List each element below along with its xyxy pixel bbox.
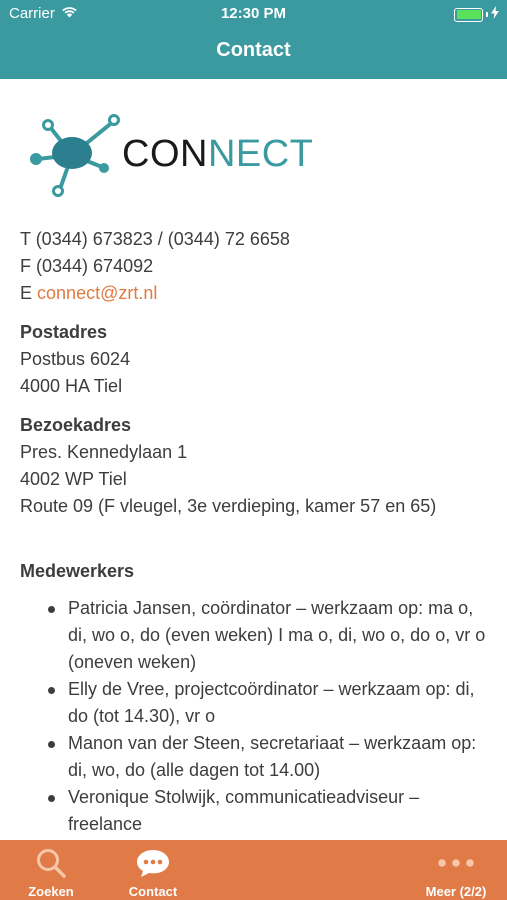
tab-search-label: Zoeken: [28, 884, 74, 899]
contact-details: [20, 226, 487, 307]
visit-line-2: 4002 WP Tiel: [20, 469, 127, 489]
tab-contact[interactable]: [120, 840, 186, 900]
postal-line-2: 4000 HA Tiel: [20, 376, 123, 396]
staff-item: Elly de Vree, projectcoördinator – werkzaam op: di, do (tot 14.30), vr o: [48, 676, 487, 730]
header: [0, 0, 507, 79]
status-bar: [0, 0, 507, 28]
tab-more-label: Meer (2/2): [425, 884, 487, 899]
carrier-label: Carrier: [9, 5, 55, 22]
charging-icon: [491, 6, 499, 23]
postal-address-title: Postadres: [20, 322, 108, 342]
phone-line[interactable]: T (0344) 673823 / (0344) 72 6658: [20, 229, 290, 249]
phone-number[interactable]: (0344) 673823 / (0344) 72 6658: [35, 229, 290, 249]
fax-line: F (0344) 674092: [20, 256, 154, 276]
postal-address: [20, 346, 487, 400]
fax-number: (0344) 674092: [36, 256, 154, 276]
visit-address: [20, 439, 487, 520]
staff-item: Manon van der Steen, secretariaat – werkzaam op: di, wo, do (alle dagen tot 14.00): [48, 730, 487, 784]
visit-line-3: Route 09 (F vleugel, 3e verdieping, kamer 57 en 65): [20, 496, 437, 516]
staff-title: Medewerkers: [20, 561, 135, 581]
battery-indicator: [454, 6, 499, 23]
status-time: 12:30 PM: [220, 5, 287, 22]
connect-logo: [20, 109, 487, 199]
staff-list: [20, 595, 487, 838]
more-dots-icon: [437, 846, 475, 880]
visit-address-title: Bezoekadres: [20, 415, 132, 435]
contact-content[interactable]: [0, 79, 507, 840]
chat-bubble-icon: [135, 846, 171, 880]
tab-more[interactable]: [418, 840, 494, 900]
page-title: Contact: [216, 39, 291, 61]
tab-bar: [0, 840, 507, 900]
tab-search[interactable]: [20, 840, 82, 900]
tab-contact-label: Contact: [128, 884, 178, 899]
network-logo-icon: [20, 109, 120, 199]
staff-item: Patricia Jansen, coördinator – werkzaam op: ma o, di, wo o, do (even weken) I ma o, di, wo o, do o, vr o (oneven weken): [48, 595, 487, 676]
visit-line-1: Pres. Kennedylaan 1: [20, 442, 188, 462]
search-icon: [35, 846, 67, 880]
logo-wordmark: CONNECT: [122, 132, 314, 175]
email-link[interactable]: connect@zrt.nl: [37, 283, 158, 303]
battery-icon: [454, 8, 483, 22]
staff-item: Veronique Stolwijk, communicatieadviseur – freelance: [48, 784, 487, 838]
email-line: E connect@zrt.nl: [20, 283, 158, 303]
postal-line-1: Postbus 6024: [20, 349, 131, 369]
